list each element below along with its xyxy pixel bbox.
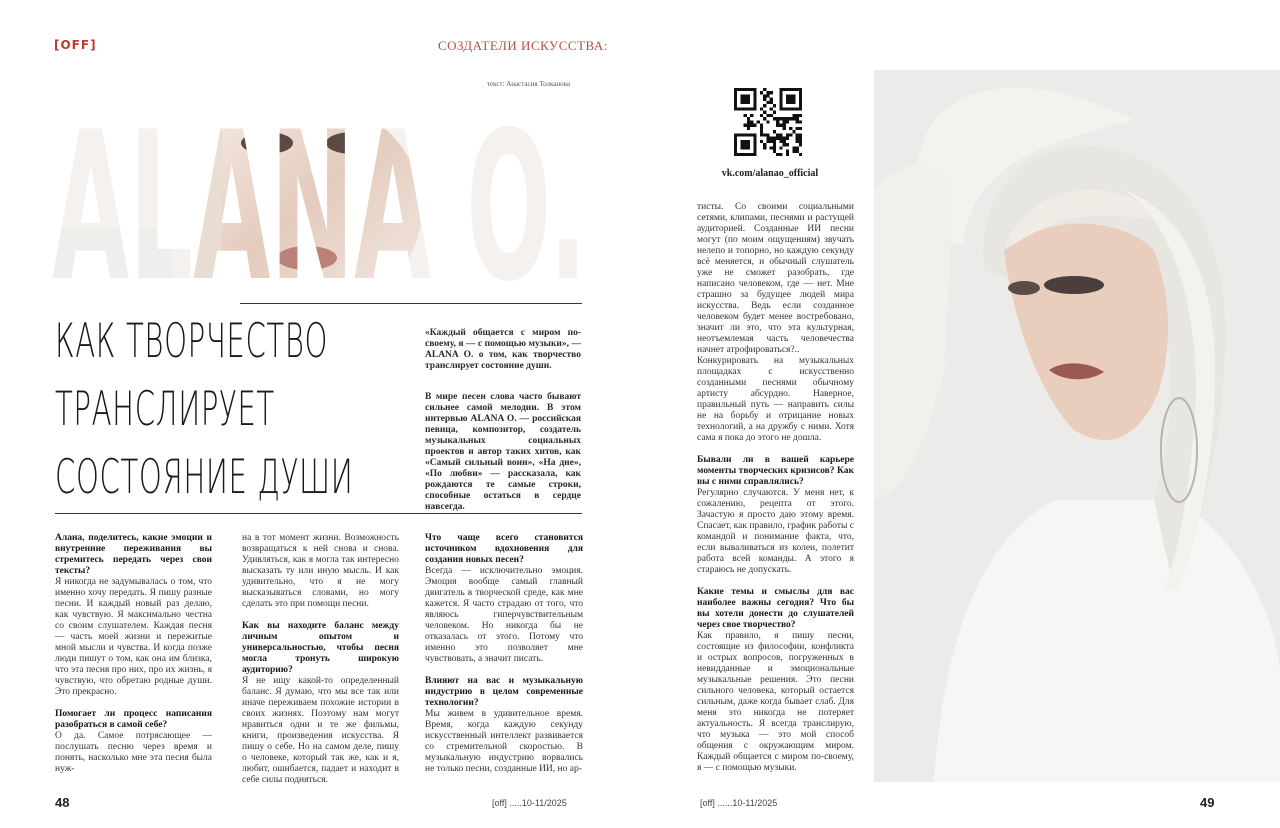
interview-answer: тисты. Со своими социальными сетями, клипами, песнями и растущей аудиторией. Созданные ИИ песни могут (по моим ощущениям) звучать нелепо и топорно, но каждую секунду всё меняется, и обычный слушатель уже не сможет разобрать, где написано человеком, где — нет. Мне страшно за будущее людей мира искусства. Ведь если созданное человеком будет менее востребовано, значит ли это, что эта культурная, неотъемлемая часть человечества начнет атрофироваться?..: [697, 202, 854, 355]
magazine-logo: [OFF]: [54, 38, 97, 52]
page-number: 49: [1200, 795, 1215, 810]
interview-answer: Я не ищу какой-то определенный баланс. Я думаю, что мы все так или иначе переживаем похожие истории в своих жизнях. Поэтому нам могут нравиться одни и те же фильмы, книги, произведения искусства. Я пишу о себе. Но на самом деле, пишу о человеке, который так же, как и я, любит, ошибается, падает и находит в себе силы подняться.: [242, 676, 399, 785]
interview-answer: Я никогда не задумывалась о том, что именно хочу передать. Я пишу разные песни. И каждый новый раз делаю, как чувствую. Я максимально честна со своим слушателем. Каждая песня — часть моей жизни и пережитые мной мысли и чувства. И когда позже люди пишут о том, как она им близка, что эта песня про них, про их жизнь, я чувствую, что обретаю родные души. Это прекрасно.: [55, 577, 212, 697]
article-author: текст: Анастасия Толканова: [487, 80, 570, 88]
section-title: СОЗДАТЕЛИ ИСКУССТВА:: [438, 38, 608, 53]
divider: [240, 303, 582, 304]
interview-answer: Всегда — исключительно эмоция. Эмоция вообще самый главный двигатель в творческой среде, как мне кажется. Я часто страдаю от того, что являюсь гиперчувствительным человеком. Но никогда бы не отказалась от этого. Потому что именно это позволяет мне чувствовать, а значит писать.: [425, 566, 583, 664]
page-footer: [off] .....10-11/2025: [492, 798, 567, 808]
page-number: 48: [55, 795, 70, 810]
interview-question: Помогает ли процесс написания разобраться в самой себе?: [55, 709, 212, 730]
intro-lead: В мире песен слова часто бывают сильнее самой мелодии. В этом интервью ALANA O. — российская певица, композитор, создатель музыкальных социальных проектов и автор таких хитов, как «Самый сильный воин», «На дне», «По любви» — рассказала, как рождаются те самые строки, способные остаться в сердце навсегда.: [425, 392, 581, 512]
interview-question: Бывали ли в вашей карьере моменты творческих кризисов? Как вы с ними справлялись?: [697, 455, 854, 487]
interview-answer: О да. Самое потрясающее — послушать песню через время и понять, насколько мне эта песня была нуж-: [55, 731, 212, 774]
article-column-3: [425, 533, 583, 775]
pull-quote: «Каждый общается с миром по-своему, я — с помощью музыки», — ALANA O. о том, как творчество транслирует состояние души.: [425, 328, 581, 371]
artist-name-graphic: [52, 108, 592, 286]
interview-answer: Как правило, я пишу песни, состоящие из философии, конфликта и острых вопросов, погруженных в невидданные и эмоциональные музыкальные решения. Это песни сильного человека, который остается сильным, даже когда бывает слаб. Для меня это никогда не потеряет актуальность. Я всегда транслирую, что музыка — это мой способ общения с окружающим миром. Каждый общается с миром по-своему, я — с помощью музыки.: [697, 631, 854, 773]
qr-code-icon[interactable]: [734, 88, 802, 156]
interview-question: Влияют на вас и музыкальную индустрию в целом современные технологии?: [425, 676, 583, 708]
interview-answer: Конкурировать на музыкальных площадках с искусственно созданными песнями обычному артисту абсурдно. Наверное, правильный путь — направить силы не на борьбу и отрицание новых технологий, а на дружбу с ними. Хотя сама я пока до этого не дошла.: [697, 356, 854, 443]
vk-link[interactable]: vk.com/alanao_official: [721, 168, 819, 179]
divider: [55, 513, 582, 514]
artist-photo: [874, 70, 1280, 782]
interview-question: Какие темы и смыслы для вас наиболее важны сегодня? Что бы вы хотели донести до слушателей через свое творчество?: [697, 587, 854, 630]
interview-answer: Мы живем в удивительное время. Время, когда каждую секунду искусственный интеллект развивается со стремительной скоростью. В музыкальную индустрию ворвались не только песни, созданные ИИ, но ар-: [425, 709, 583, 774]
headline: [55, 308, 354, 512]
headline-line: СОСТОЯНИЕ ДУШИ: [55, 450, 354, 505]
interview-question: Как вы находите баланс между личным опытом и универсальностью, чтобы песня могла тронуть широкую аудиторию?: [242, 621, 399, 675]
headline-line: ТРАНСЛИРУЕТ: [55, 382, 275, 437]
interview-answer: Регулярно случаются. У меня нет, к сожалению, рецепта от этого. Зачастую я просто даю этому время. Спасает, как правило, график работы с командой и понимание факта, что, если вываливаться из колеи, полетит работа всей команды. А этого я стараюсь не допускать.: [697, 488, 854, 575]
article-column-1: [55, 533, 212, 775]
interview-answer: на в тот момент жизни. Возможность возвращаться к ней снова и снова. Удивляться, как я могла так интересно высказать ту или иную мысль. И как удивительно, что я не могу высказываться словами, но могу сделать это при помощи песни.: [242, 533, 399, 609]
headline-line: КАК ТВОРЧЕСТВО: [55, 314, 329, 369]
interview-question: Алана, поделитесь, какие эмоции и внутренние переживания вы стремитесь передать через свои тексты?: [55, 533, 212, 576]
article-column-2: [242, 533, 399, 786]
interview-question: Что чаще всего становится источником вдохновения для создания новых песен?: [425, 533, 583, 565]
page-footer: [off] ......10-11/2025: [700, 798, 778, 808]
article-column-4: [697, 202, 854, 774]
